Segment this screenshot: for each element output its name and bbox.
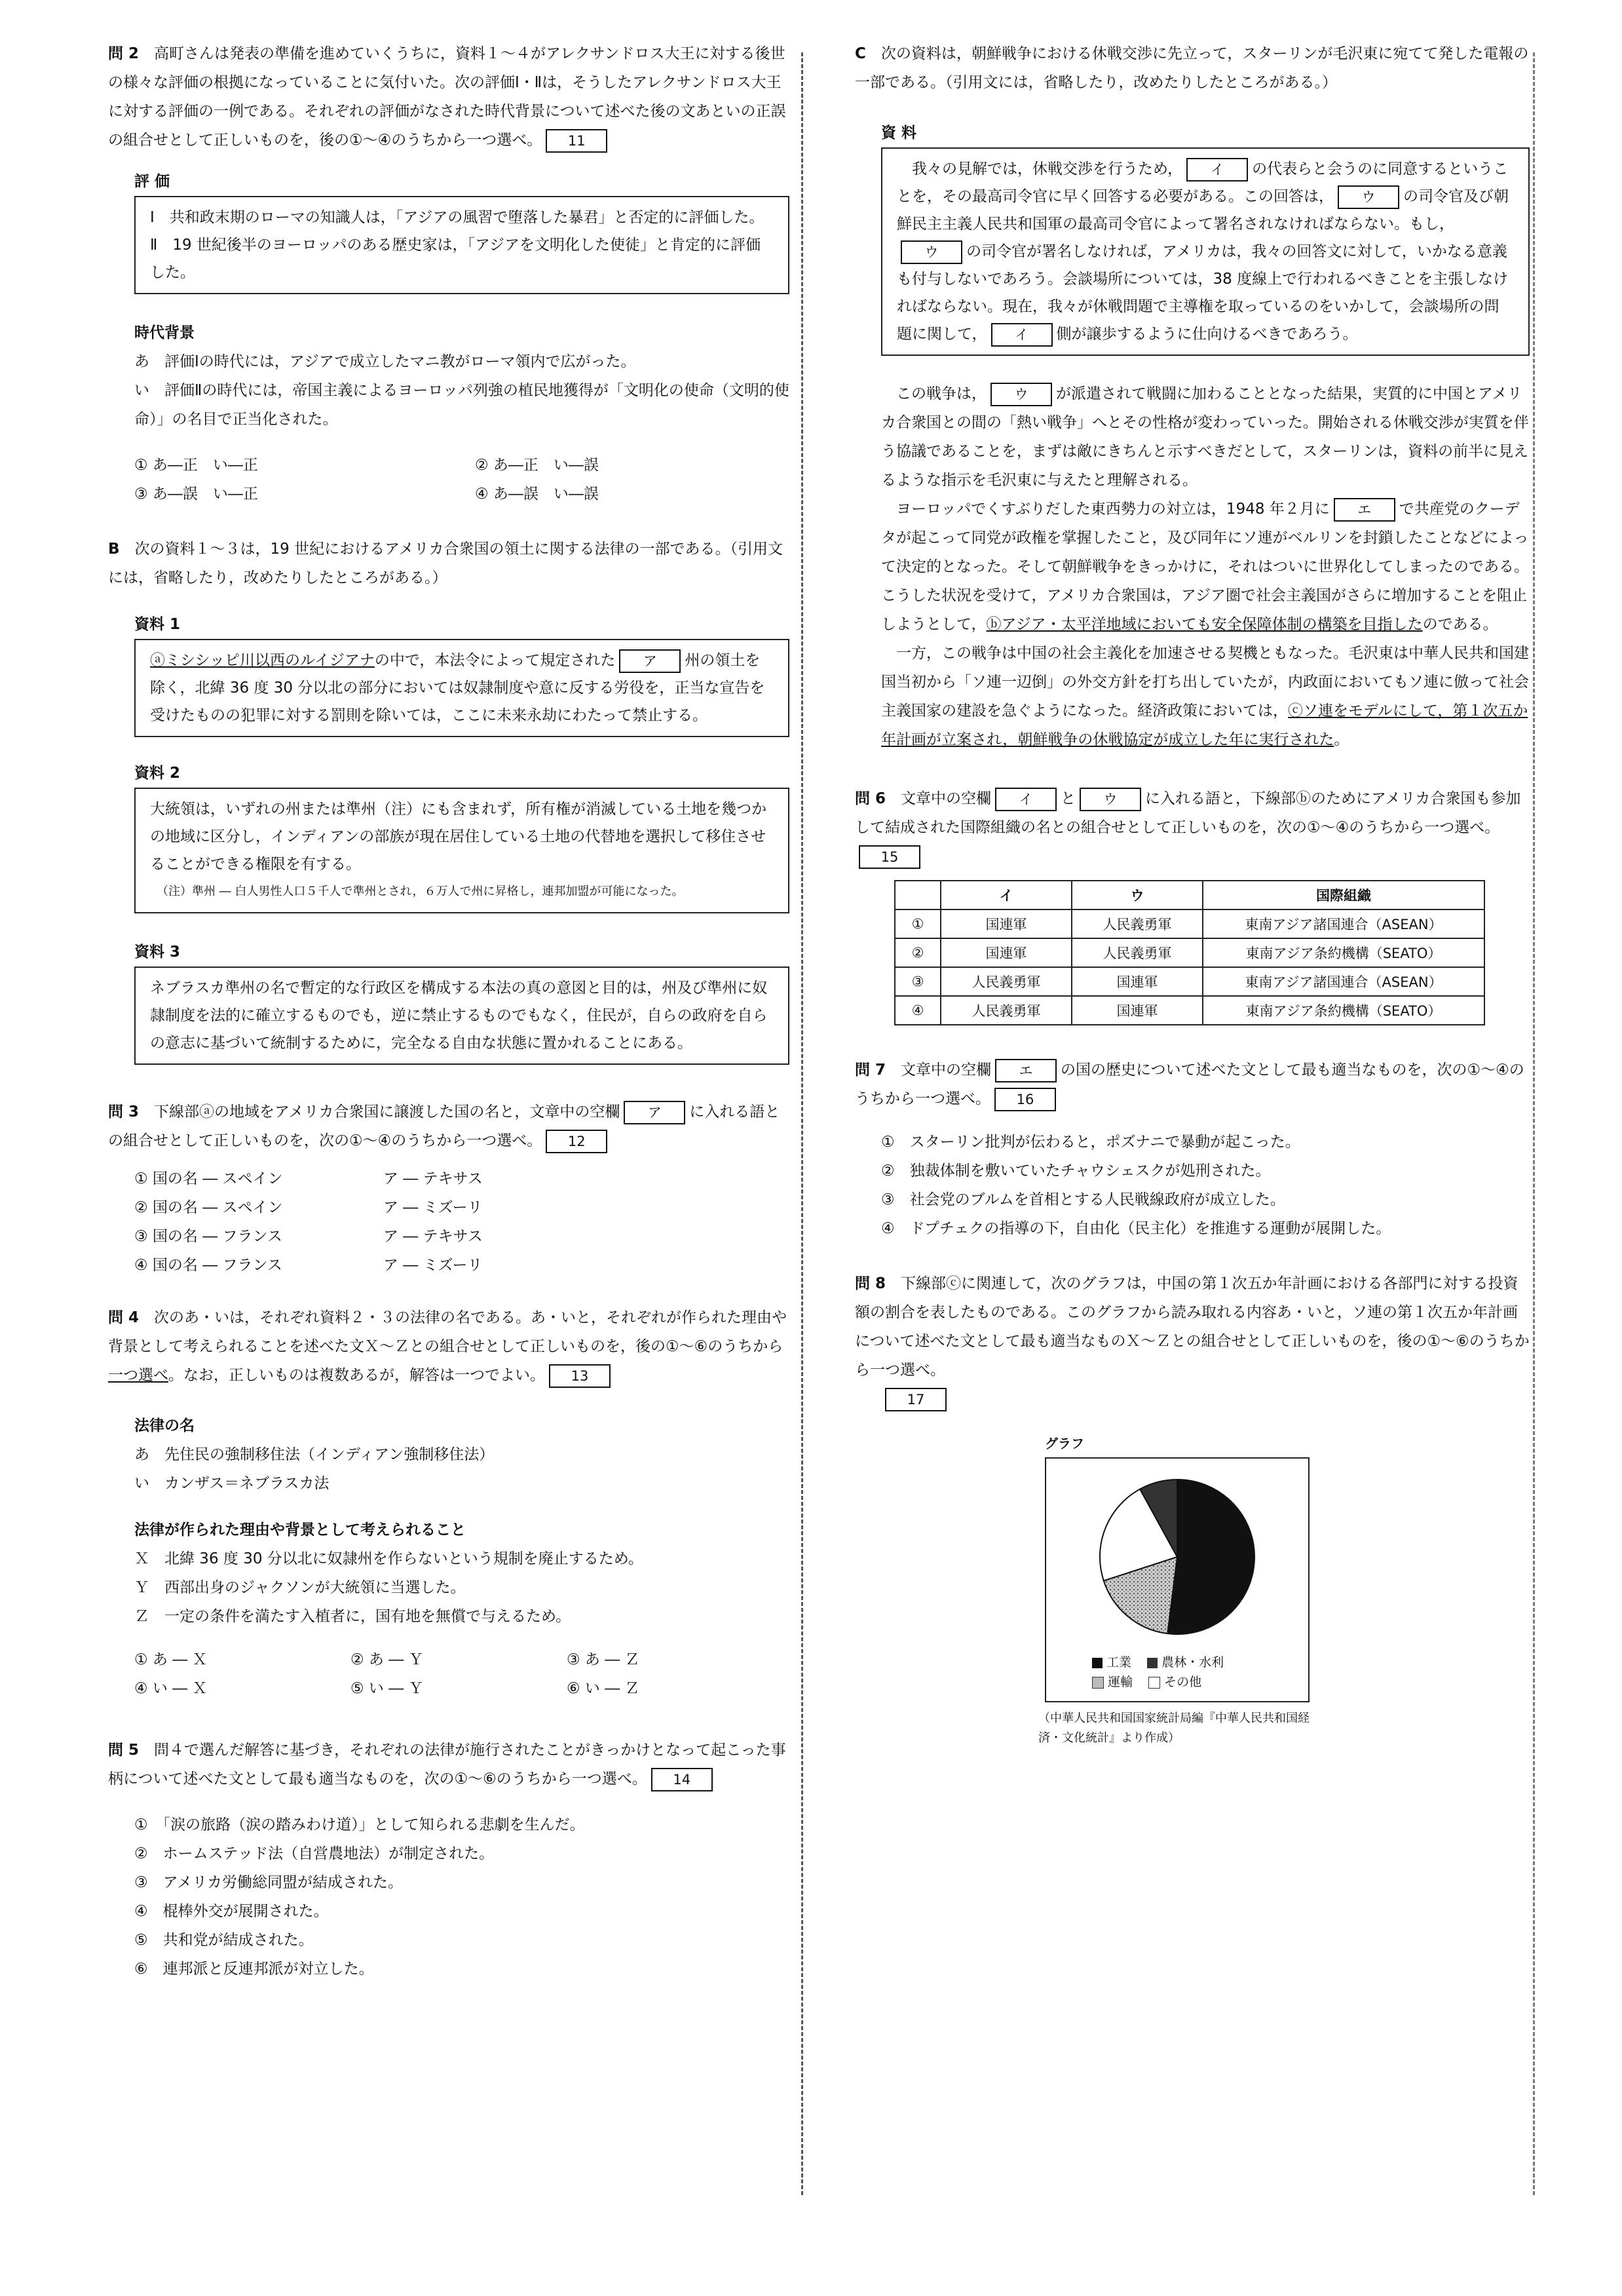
pie-legend [1092, 1653, 1224, 1692]
body-c-3a: 一方，この戦争は中国の社会主義化を加速させる契機ともなった。毛沢東は中華人民共和国建国当初から「ソ連一辺倒」の外交方針を打ち出していたが，内政面においてもソ連に倣って社会主義国家の建設を急ぐようになった。経済政策においては， [881, 645, 1529, 719]
doc2-text: 大統領は，いずれの州または準州（注）にも含まれず，所有権が消滅している土地を幾つかの地域に区分し，インディアンの部族が現在居住している土地の代替地を選択して移住させることができる権限を有する。 [150, 801, 767, 873]
q3-label: 問 3 [108, 1103, 140, 1120]
q7-slot-e[interactable]: エ [995, 1059, 1057, 1082]
legend-swatch-other [1148, 1677, 1160, 1689]
q3-text-post: に入れる語との組合せとして正しいものを，次の①～④のうちから一つ選べ。 [108, 1103, 780, 1149]
legend-swatch-transport [1092, 1677, 1104, 1689]
q2-answer-box[interactable]: 11 [546, 129, 607, 153]
column-divider [801, 52, 803, 2195]
doc-c-slot-i-1[interactable]: イ [1186, 158, 1248, 182]
q3-answer-box[interactable]: 12 [546, 1130, 607, 1153]
q8-answer-box[interactable]: 17 [885, 1388, 947, 1411]
q6-r4-c1: 人民義勇軍 [941, 996, 1072, 1025]
q6-slot-i[interactable]: イ [995, 788, 1057, 811]
q6-r3-c1: 人民義勇軍 [941, 967, 1072, 996]
q3-text-pre: 下線部ⓐの地域をアメリカ合衆国に譲渡した国の名と，文章中の空欄 [154, 1103, 620, 1120]
graph-title: グラフ [1045, 1436, 1084, 1451]
q2-choice-3[interactable]: ③ あ―誤 い―正 [134, 486, 258, 503]
question-5 [108, 1736, 789, 1983]
table-row[interactable] [895, 909, 1484, 938]
q2-choice-2[interactable]: ② あ―正 い―誤 [475, 457, 599, 474]
section-b [108, 535, 789, 1065]
section-c-doc-box [881, 147, 1530, 356]
underline-c: ⓒソ連をモデルにして，第１次五か年計画が立案され，朝鮮戦争の休戦協定が成立した年に実行された [881, 702, 1528, 748]
doc1-text-2: 州の領土を除く，北緯 36 度 30 分以北の部分においては奴隷制度や意に反する労役を，正当な宣告を受けたものの犯罪に対する罰則を除いては，ここに未来永劫にわたって禁止する。 [150, 652, 765, 724]
table-row[interactable] [895, 967, 1484, 996]
q7-choice-2[interactable]: ② 独裁体制を敷いていたチャウシェスクが処刑された。 [881, 1162, 1271, 1179]
q5-text: 問４で選んだ解答に基づき，それぞれの法律が施行されたことがきっかけとなって起こった事柄について述べた文として最も適当なものを，次の①～⑥のうちから一つ選べ。 [108, 1742, 786, 1788]
q4-reason-z: Ｚ 一定の条件を満たす入植者に，国有地を無償で与えるため。 [134, 1608, 571, 1625]
q4-label: 問 4 [108, 1309, 140, 1326]
doc1-underline-a: ⓐミシシッピ川以西のルイジアナ [150, 652, 375, 669]
q6-r1-c2: 人民義勇軍 [1072, 909, 1203, 938]
doc-c-text-5: 側が譲歩するように仕向けるべきであろう。 [1056, 326, 1358, 343]
pie-slice-0 [1167, 1480, 1254, 1634]
q4-choice-4[interactable]: ④ い ― Ｘ [134, 1680, 208, 1697]
q7-text-a: 文章中の空欄 [901, 1062, 992, 1079]
q3-choice-2-term: ア ― ミズーリ [383, 1199, 483, 1216]
q6-r3-c0: ③ [895, 967, 941, 996]
table-row[interactable] [895, 996, 1484, 1025]
doc1-text-1: の中で，本法令によって規定された [374, 652, 616, 669]
q5-choice-4[interactable]: ④ 棍棒外交が展開された。 [134, 1903, 329, 1920]
q4-law-a: あ 先住民の強制移住法（インディアン強制移住法） [134, 1446, 495, 1463]
body-c-1b: が派遣されて戦闘に加わることとなった結果，実質的に中国とアメリカ合衆国との間の「熱い戦争」へとその性格が変わっていった。開始される休戦交渉が実質を伴う協議であることを，まずは敵にきちんと示すべきだとして，スターリンは，資料の前半に見えるような指示を毛沢東に与えたと理解される。 [881, 385, 1529, 489]
q6-r2-c3: 東南アジア条約機構（SEATO） [1203, 938, 1484, 967]
legend-other: その他 [1164, 1675, 1202, 1689]
doc3-title: 資料 3 [134, 944, 181, 961]
body-c-1a: この戦争は， [896, 385, 987, 402]
q6-text-c: に入れる語と，下線部ⓑのためにアメリカ合衆国も参加して結成された国際組織の名との組合せとして正しいものを，次の①～④のうちから一つ選べ。 [855, 790, 1521, 836]
doc1-box [134, 639, 789, 737]
graph-frame [1045, 1457, 1310, 1702]
q6-r2-c2: 人民義勇軍 [1072, 938, 1203, 967]
q4-choice-3[interactable]: ③ あ ― Ｚ [567, 1651, 640, 1668]
q5-label: 問 5 [108, 1742, 140, 1759]
table-row[interactable] [895, 938, 1484, 967]
q6-r2-c1: 国連軍 [941, 938, 1072, 967]
q7-choice-4[interactable]: ④ ドプチェクの指導の下，自由化（民主化）を推進する運動が展開した。 [881, 1220, 1391, 1237]
graph-source: （中華人民共和国国家統計局編『中華人民共和国経済・文化統計』より作成） [1038, 1712, 1310, 1745]
section-b-label: B [108, 541, 120, 558]
section-c-label: C [855, 45, 866, 62]
q3-choice-4-term: ア ― ミズーリ [383, 1257, 483, 1274]
q4-choice-1[interactable]: ① あ ― Ｘ [134, 1651, 208, 1668]
q3-slot-a[interactable]: ア [624, 1101, 685, 1124]
q7-label: 問 7 [855, 1062, 886, 1079]
right-edge-divider [1533, 52, 1535, 2195]
q6-text-a: 文章中の空欄 [901, 790, 992, 807]
q5-choice-2[interactable]: ② ホームステッド法（自営農地法）が制定された。 [134, 1845, 495, 1862]
legend-transport: 運輸 [1108, 1675, 1133, 1689]
q6-th-3: 国際組織 [1203, 881, 1484, 909]
q6-text-b: と [1061, 790, 1076, 807]
q4-law-i: い カンザス＝ネブラスカ法 [134, 1475, 330, 1492]
q4-text-pre: 次のあ・いは，それぞれ資料２・３の法律の名である。あ・いと，それぞれが作られた理由や背景として考えられることを述べた文Ｘ～Ｚとの組合せとして正しいものを，後の①～⑥のうちから [108, 1309, 787, 1355]
q3-choice-2-country[interactable]: ② 国の名 ― スペイン [134, 1199, 283, 1216]
doc-c-text-1: 我々の見解では，休戦交渉を行うため， [912, 161, 1183, 178]
legend-swatch-agri [1147, 1658, 1158, 1668]
q5-choice-3[interactable]: ③ アメリカ労働総同盟が結成された。 [134, 1874, 404, 1891]
q3-choice-4-country[interactable]: ④ 国の名 ― フランス [134, 1257, 282, 1274]
q2-bg-item-1: あ 評価Ⅰの時代には，アジアで成立したマニ教がローマ領内で広がった。 [134, 353, 636, 370]
body-c-2c: のである。 [1422, 616, 1498, 633]
q5-choice-5[interactable]: ⑤ 共和党が結成された。 [134, 1932, 314, 1949]
q6-th-2: ウ [1072, 881, 1203, 909]
doc-c-slot-u-2[interactable]: ウ [901, 240, 962, 264]
section-b-intro: 次の資料１～３は，19 世紀におけるアメリカ合衆国の領土に関する法律の一部である。（引用文には，省略したり，改めたりしたところがある。） [108, 541, 783, 586]
q7-choice-1[interactable]: ① スターリン批判が伝わると，ポズナニで暴動が起こった。 [881, 1134, 1300, 1151]
q4-reason-x: Ｘ 北緯 36 度 30 分以北に奴隷州を作らないという規制を廃止するため。 [134, 1550, 643, 1567]
body-c-2a: ヨーロッパでくすぶりだした東西勢力の対立は，1948 年２月に [896, 501, 1330, 518]
doc1-title: 資料 1 [134, 616, 181, 633]
question-4 [108, 1303, 789, 1703]
q5-choice-6[interactable]: ⑥ 連邦派と反連邦派が対立した。 [134, 1961, 374, 1978]
q4-choice-2[interactable]: ② あ ― Ｙ [350, 1651, 424, 1668]
question-3 [108, 1098, 789, 1280]
section-c-intro: 次の資料は，朝鮮戦争における休戦交渉に先立って，スターリンが毛沢東に宛てて発した電報の一部である。（引用文には，省略したり，改めたりしたところがある。） [855, 45, 1529, 91]
q7-answer-box[interactable]: 16 [994, 1088, 1056, 1111]
q7-choice-3[interactable]: ③ 社会党のブルムを首相とする人民戦線政府が成立した。 [881, 1191, 1285, 1208]
q4-text-underline: 一つ選べ [108, 1367, 168, 1384]
doc-c-slot-i-2[interactable]: イ [991, 323, 1053, 347]
q6-r1-c1: 国連軍 [941, 909, 1072, 938]
legend-agri: 農林・水利 [1161, 1655, 1224, 1670]
q4-choice-5[interactable]: ⑤ い ― Ｙ [350, 1680, 424, 1697]
q6-table-header [895, 881, 1484, 909]
q3-choice-3-term: ア ― テキサス [383, 1228, 483, 1245]
doc1-slot-a[interactable]: ア [619, 649, 681, 673]
q6-r3-c2: 国連軍 [1072, 967, 1203, 996]
q6-r4-c2: 国連軍 [1072, 996, 1203, 1025]
q6-r4-c0: ④ [895, 996, 941, 1025]
q2-eval-item-2: Ⅱ 19 世紀後半のヨーロッパのある歴史家は，「アジアを文明化した使徒」と肯定的に評価した。 [150, 237, 761, 281]
q4-reason-y: Ｙ 西部出身のジャクソンが大統領に当選した。 [134, 1579, 466, 1596]
q6-r1-c3: 東南アジア諸国連合（ASEAN） [1203, 909, 1484, 938]
q7-text-b: の国の歴史について述べた文として最も適当なものを，次の①～④のうちから一つ選べ。 [855, 1062, 1524, 1107]
q6-table [894, 880, 1485, 1025]
doc-c-slot-u-1[interactable]: ウ [1338, 185, 1399, 209]
body-c-2b: で共産党のクーデタが起こって同党が政権を掌握したこと，及び同年にソ連がベルリンを封鎖したことなどによって決定的となった。そして朝鮮戦争をきっかけに，それはついに世界化してしまったのである。こうした状況を受けて，アメリカ合衆国は，アジア圏で社会主義国がさらに増加することを阻止しようとして， [881, 501, 1529, 633]
q3-choice-1-country[interactable]: ① 国の名 ― スペイン [134, 1170, 283, 1187]
doc-c-text-4: の司令官が署名しなければ，アメリカは，我々の回答文に対して，いかなる意義も付与しないであろう。会談場所については，38 度線上で行われるべきことを主張しなければならない。現在，我々が休戦問題で主導権を取っているのをいかして，会談場所の問題に関して， [897, 243, 1509, 343]
q2-text: 高町さんは発表の準備を進めていくうちに，資料１～４がアレクサンドロス大王に対する後世の様々な評価の根拠になっていることに気付いた。次の評価Ⅰ・Ⅱは，そうしたアレクサンドロス大王に対する評価の一例である。それぞれの評価がなされた時代背景について述べた後の文あといの正誤の組合せとして正しいものを，後の①～④のうちから一つ選べ。 [108, 45, 786, 149]
q3-choice-1-term: ア ― テキサス [383, 1170, 483, 1187]
body-c-slot-u[interactable]: ウ [990, 383, 1052, 406]
question-8 [855, 1269, 1530, 1748]
doc2-box [134, 788, 789, 913]
q2-eval-title: 評 価 [134, 173, 170, 190]
q3-choice-3-country[interactable]: ③ 国の名 ― フランス [134, 1228, 282, 1245]
legend-industry: 工業 [1106, 1655, 1132, 1670]
q6-th-1: イ [941, 881, 1072, 909]
doc3-text: ネブラスカ準州の名で暫定的な行政区を構成する本法の真の意図と目的は，州及び準州に奴隷制度を法的に確立するものでも，逆に禁止するものでもなく，住民が，自らの政府を自らの意志に基づいて統制するために，完全なる自由な状態に置かれることにある。 [150, 980, 768, 1052]
section-c-doc-title: 資 料 [881, 124, 917, 142]
q5-answer-box[interactable]: 14 [651, 1768, 713, 1791]
q6-th-0 [895, 881, 941, 909]
q2-choice-1[interactable]: ① あ―正 い―正 [134, 457, 258, 474]
body-c-3b: 。 [1334, 731, 1349, 748]
doc3-box [134, 966, 789, 1065]
q2-eval-item-1: Ⅰ 共和政末期のローマの知識人は，「アジアの風習で堕落した暴君」と否定的に評価した。 [150, 209, 764, 226]
q8-label: 問 8 [855, 1275, 886, 1292]
q5-choice-1[interactable]: ① 「涙の旅路（涙の踏みわけ道）」として知られる悲劇を生んだ。 [134, 1816, 585, 1833]
doc-c-text-3: の司令官及び朝鮮民主主義人民共和国軍の最高司令官によって署名されなければならない。もし， [897, 188, 1509, 233]
q4-reason-title: 法律が作られた理由や背景として考えられること [134, 1521, 466, 1539]
q2-eval-box [134, 196, 789, 294]
body-c-slot-e[interactable]: エ [1334, 498, 1395, 522]
q4-text-post: 。なお，正しいものは複数あるが，解答は一つでよい。 [168, 1367, 545, 1384]
q2-bg-title: 時代背景 [134, 324, 195, 341]
q4-answer-box[interactable]: 13 [549, 1364, 611, 1388]
q2-choice-4[interactable]: ④ あ―誤 い―誤 [475, 486, 599, 503]
pie-chart [1046, 1459, 1308, 1655]
question-7 [855, 1056, 1530, 1243]
doc2-title: 資料 2 [134, 765, 181, 782]
left-column [108, 39, 789, 1983]
q6-label: 問 6 [855, 790, 886, 807]
q4-law-title: 法律の名 [134, 1417, 195, 1434]
doc-c-text-2: の代表らと会うのに同意するということを，その最高司令官に早く回答する必要がある。この回答は， [897, 161, 1509, 205]
question-2 [108, 39, 789, 508]
q4-choice-6[interactable]: ⑥ い ― Ｚ [567, 1680, 640, 1697]
section-c [855, 39, 1530, 754]
q6-slot-u[interactable]: ウ [1080, 788, 1141, 811]
q6-r1-c0: ① [895, 909, 941, 938]
q6-r3-c3: 東南アジア諸国連合（ASEAN） [1203, 967, 1484, 996]
q2-label: 問 2 [108, 45, 140, 62]
question-6 [855, 784, 1530, 1025]
doc2-note: （注）準州 ― 白人男性人口５千人で準州とされ，６万人で州に昇格し，連邦加盟が可能になった。 [157, 885, 684, 898]
right-column [855, 39, 1530, 1748]
q6-answer-box[interactable]: 15 [859, 845, 920, 869]
q2-bg-item-2: い 評価Ⅱの時代には，帝国主義によるヨーロッパ列強の植民地獲得が「文明化の使命（文明的使命）」の名目で正当化された。 [134, 382, 789, 428]
q6-r4-c3: 東南アジア条約機構（SEATO） [1203, 996, 1484, 1025]
q8-text: 下線部ⓒに関連して，次のグラフは，中国の第１次五か年計画における各部門に対する投資額の割合を表したものである。このグラフから読み取れる内容あ・いと，ソ連の第１次五か年計画について述べた文として最も適当なものＸ～Ｚとの組合せとして正しいものを，後の①～⑥のうちから一つ選べ。 [855, 1275, 1530, 1379]
q6-r2-c0: ② [895, 938, 941, 967]
legend-swatch-industry [1092, 1658, 1103, 1668]
q8-graph [1038, 1433, 1310, 1748]
underline-b: ⓑアジア・太平洋地域においても安全保障体制の構築を目指した [986, 616, 1423, 633]
